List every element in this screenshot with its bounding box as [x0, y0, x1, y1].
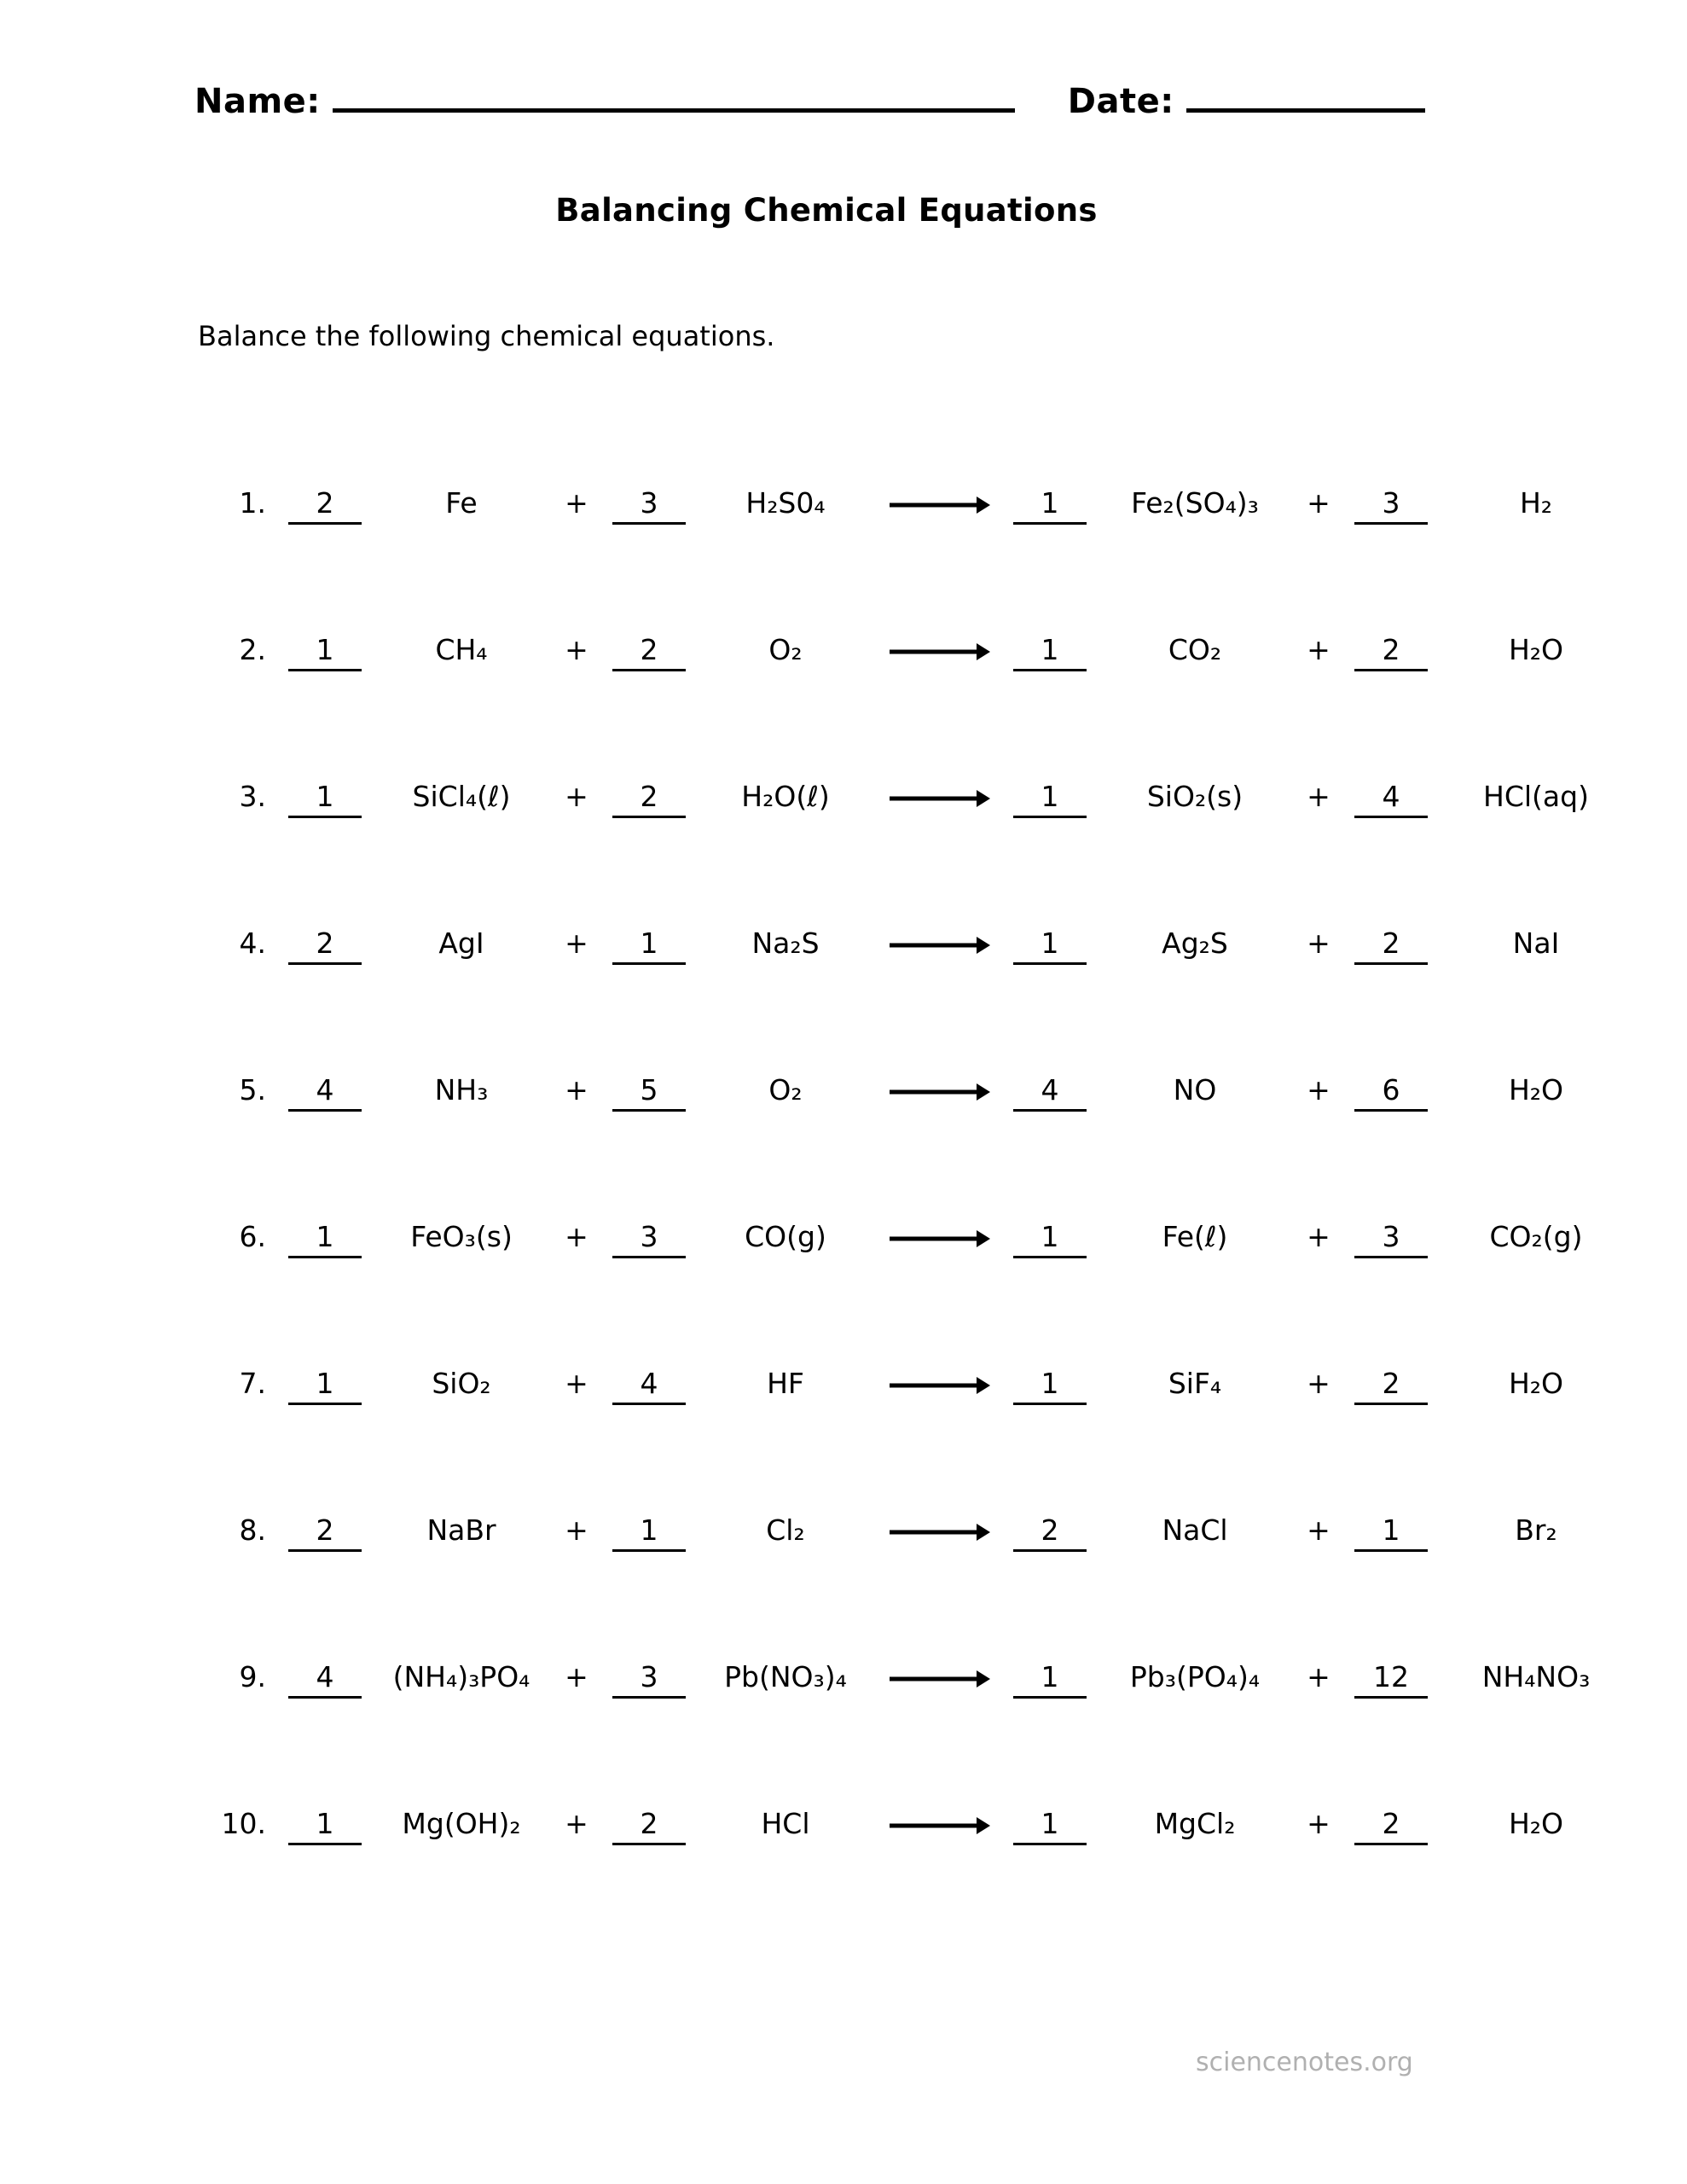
- product-1-formula: NO: [1173, 1073, 1217, 1107]
- product-2-formula: H₂: [1519, 486, 1553, 520]
- coefficient-blank-product-2[interactable]: 1: [1354, 1513, 1428, 1552]
- coefficient-blank-product-2[interactable]: 3: [1354, 1220, 1428, 1258]
- product-2-formula: HCl(aq): [1483, 780, 1589, 813]
- equation-number: 10.: [221, 1807, 266, 1840]
- coefficient-blank-reactant-1[interactable]: 1: [288, 780, 362, 818]
- plus-sign-products: +: [1307, 486, 1330, 520]
- reactant-1-formula: SiCl₄(ℓ): [412, 780, 511, 813]
- product-1-formula: MgCl₂: [1154, 1807, 1236, 1840]
- reactant-2-formula: CO(g): [745, 1220, 826, 1253]
- coefficient-blank-product-1[interactable]: 1: [1013, 1660, 1087, 1699]
- coefficient-blank-reactant-2[interactable]: 3: [612, 1220, 686, 1258]
- arrow-right-icon: [875, 1513, 1003, 1522]
- product-1-formula: Pb₃(PO₄)₄: [1129, 1660, 1261, 1693]
- plus-sign-products: +: [1307, 1073, 1330, 1107]
- coefficient-blank-reactant-1[interactable]: 1: [288, 1220, 362, 1258]
- reactant-1-formula: (NH₄)₃PO₄: [392, 1660, 530, 1693]
- coefficient-blank-reactant-2[interactable]: 3: [612, 1660, 686, 1699]
- coefficient-blank-reactant-2[interactable]: 2: [612, 1807, 686, 1845]
- coefficient-blank-product-1[interactable]: 2: [1013, 1513, 1087, 1552]
- reactant-1-formula: Mg(OH)₂: [402, 1807, 521, 1840]
- reactant-1-formula: SiO₂: [432, 1367, 491, 1400]
- reactant-1-formula: AgI: [438, 926, 484, 960]
- reactant-1-formula: NaBr: [426, 1513, 496, 1547]
- equation-number: 3.: [239, 780, 266, 813]
- coefficient-blank-reactant-2[interactable]: 1: [612, 1513, 686, 1552]
- plus-sign-reactants: +: [565, 633, 588, 666]
- coefficient-blank-product-2[interactable]: 2: [1354, 633, 1428, 671]
- coefficient-blank-product-2[interactable]: 12: [1354, 1660, 1428, 1699]
- coefficient-blank-product-1[interactable]: 1: [1013, 486, 1087, 525]
- arrow-right-icon: [875, 1660, 1003, 1669]
- instructions-text: Balance the following chemical equations.: [198, 320, 775, 352]
- coefficient-blank-reactant-1[interactable]: 2: [288, 486, 362, 525]
- coefficient-blank-reactant-1[interactable]: 4: [288, 1073, 362, 1112]
- equation-number: 1.: [239, 486, 266, 520]
- arrow-right-icon: [875, 1073, 1003, 1082]
- coefficient-blank-product-1[interactable]: 4: [1013, 1073, 1087, 1112]
- coefficient-blank-reactant-1[interactable]: 1: [288, 1367, 362, 1405]
- arrow-right-icon: [875, 1807, 1003, 1815]
- coefficient-blank-product-2[interactable]: 2: [1354, 1367, 1428, 1405]
- product-1-formula: Fe(ℓ): [1162, 1220, 1228, 1253]
- reactant-1-formula: Fe: [445, 486, 478, 520]
- reactant-2-formula: O₂: [768, 633, 803, 666]
- product-2-formula: H₂O: [1508, 633, 1564, 666]
- arrow-right-icon: [875, 1220, 1003, 1228]
- coefficient-blank-product-1[interactable]: 1: [1013, 780, 1087, 818]
- equation-row: [0, 780, 1687, 926]
- equation-number: 8.: [239, 1513, 266, 1547]
- plus-sign-products: +: [1307, 780, 1330, 813]
- plus-sign-reactants: +: [565, 486, 588, 520]
- equation-number: 4.: [239, 926, 266, 960]
- coefficient-blank-product-1[interactable]: 1: [1013, 633, 1087, 671]
- plus-sign-products: +: [1307, 1807, 1330, 1840]
- plus-sign-reactants: +: [565, 1807, 588, 1840]
- reactant-2-formula: HCl: [761, 1807, 810, 1840]
- plus-sign-products: +: [1307, 1513, 1330, 1547]
- product-2-formula: NaI: [1512, 926, 1560, 960]
- date-input-line[interactable]: [1186, 102, 1425, 113]
- coefficient-blank-reactant-2[interactable]: 3: [612, 486, 686, 525]
- equation-list: [0, 486, 1687, 1954]
- arrow-right-icon: [875, 486, 1003, 495]
- coefficient-blank-product-1[interactable]: 1: [1013, 1367, 1087, 1405]
- reactant-2-formula: Pb(NO₃)₄: [724, 1660, 847, 1693]
- equation-number: 7.: [239, 1367, 266, 1400]
- coefficient-blank-product-2[interactable]: 3: [1354, 486, 1428, 525]
- equation-row: [0, 633, 1687, 780]
- equation-row: [0, 1807, 1687, 1954]
- product-1-formula: Fe₂(SO₄)₃: [1131, 486, 1259, 520]
- equation-row: [0, 1073, 1687, 1220]
- equation-row: [0, 1220, 1687, 1367]
- student-info-header: [194, 82, 1516, 121]
- coefficient-blank-product-1[interactable]: 1: [1013, 1807, 1087, 1845]
- coefficient-blank-reactant-2[interactable]: 4: [612, 1367, 686, 1405]
- equation-row: [0, 926, 1687, 1073]
- coefficient-blank-reactant-1[interactable]: 2: [288, 926, 362, 965]
- reactant-2-formula: H₂S0₄: [745, 486, 826, 520]
- product-1-formula: NaCl: [1162, 1513, 1228, 1547]
- product-1-formula: SiO₂(s): [1146, 780, 1244, 813]
- plus-sign-reactants: +: [565, 1513, 588, 1547]
- coefficient-blank-reactant-2[interactable]: 1: [612, 926, 686, 965]
- reactant-1-formula: FeO₃(s): [410, 1220, 513, 1253]
- product-2-formula: CO₂(g): [1489, 1220, 1583, 1253]
- reactant-2-formula: Na₂S: [751, 926, 820, 960]
- arrow-right-icon: [875, 633, 1003, 642]
- reactant-2-formula: HF: [767, 1367, 804, 1400]
- coefficient-blank-product-1[interactable]: 1: [1013, 926, 1087, 965]
- equation-row: [0, 1367, 1687, 1513]
- coefficient-blank-reactant-1[interactable]: 4: [288, 1660, 362, 1699]
- equation-row: [0, 1660, 1687, 1807]
- name-label: Name:: [194, 82, 321, 121]
- coefficient-blank-reactant-2[interactable]: 2: [612, 633, 686, 671]
- plus-sign-products: +: [1307, 1367, 1330, 1400]
- product-1-formula: Ag₂S: [1162, 926, 1228, 960]
- equation-number: 5.: [239, 1073, 266, 1107]
- reactant-1-formula: CH₄: [435, 633, 488, 666]
- plus-sign-reactants: +: [565, 1660, 588, 1693]
- arrow-right-icon: [875, 1367, 1003, 1375]
- coefficient-blank-product-2[interactable]: 2: [1354, 926, 1428, 965]
- site-watermark: sciencenotes.org: [1196, 2048, 1413, 2077]
- coefficient-blank-reactant-1[interactable]: 1: [288, 633, 362, 671]
- plus-sign-reactants: +: [565, 1220, 588, 1253]
- coefficient-blank-reactant-1[interactable]: 1: [288, 1807, 362, 1845]
- plus-sign-reactants: +: [565, 780, 588, 813]
- plus-sign-products: +: [1307, 926, 1330, 960]
- date-label: Date:: [1067, 82, 1174, 121]
- product-2-formula: H₂O: [1508, 1807, 1564, 1840]
- equation-number: 6.: [239, 1220, 266, 1253]
- coefficient-blank-product-2[interactable]: 2: [1354, 1807, 1428, 1845]
- plus-sign-products: +: [1307, 1220, 1330, 1253]
- reactant-2-formula: O₂: [768, 1073, 803, 1107]
- arrow-right-icon: [875, 926, 1003, 935]
- plus-sign-products: +: [1307, 1660, 1330, 1693]
- product-2-formula: H₂O: [1508, 1073, 1564, 1107]
- reactant-2-formula: Cl₂: [766, 1513, 805, 1547]
- equation-number: 2.: [239, 633, 266, 666]
- arrow-right-icon: [875, 780, 1003, 788]
- coefficient-blank-reactant-2[interactable]: 5: [612, 1073, 686, 1112]
- product-2-formula: H₂O: [1508, 1367, 1564, 1400]
- plus-sign-products: +: [1307, 633, 1330, 666]
- name-input-line[interactable]: [333, 102, 1015, 113]
- coefficient-blank-reactant-1[interactable]: 2: [288, 1513, 362, 1552]
- reactant-2-formula: H₂O(ℓ): [741, 780, 830, 813]
- product-2-formula: NH₄NO₃: [1481, 1660, 1591, 1693]
- product-1-formula: SiF₄: [1168, 1367, 1222, 1400]
- plus-sign-reactants: +: [565, 1073, 588, 1107]
- product-2-formula: Br₂: [1515, 1513, 1557, 1547]
- equation-row: [0, 486, 1687, 633]
- coefficient-blank-product-2[interactable]: 4: [1354, 780, 1428, 818]
- plus-sign-reactants: +: [565, 1367, 588, 1400]
- equation-number: 9.: [239, 1660, 266, 1693]
- equation-row: [0, 1513, 1687, 1660]
- product-1-formula: CO₂: [1168, 633, 1222, 666]
- plus-sign-reactants: +: [565, 926, 588, 960]
- reactant-1-formula: NH₃: [434, 1073, 489, 1107]
- coefficient-blank-reactant-2[interactable]: 2: [612, 780, 686, 818]
- coefficient-blank-product-1[interactable]: 1: [1013, 1220, 1087, 1258]
- coefficient-blank-product-2[interactable]: 6: [1354, 1073, 1428, 1112]
- page-title: Balancing Chemical Equations: [555, 192, 1098, 229]
